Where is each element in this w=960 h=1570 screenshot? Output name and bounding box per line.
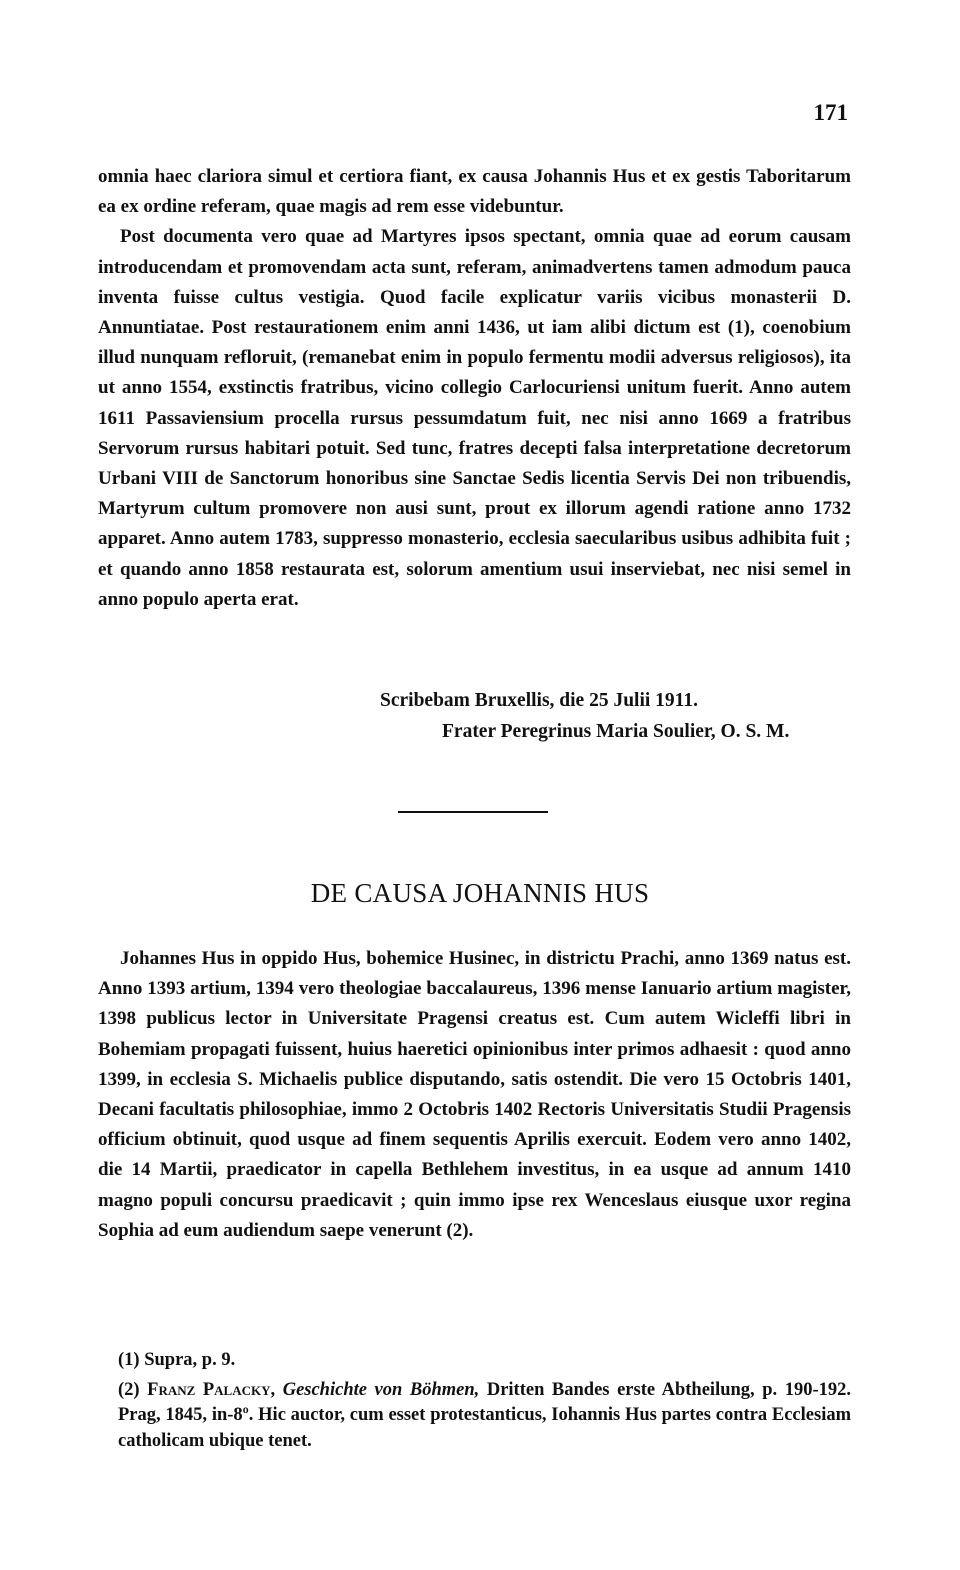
section2-text — [98, 944, 851, 1246]
signature-author: Frater Peregrinus Maria Soulier, O. S. M. — [442, 721, 790, 742]
footnote-2 — [118, 1378, 851, 1455]
paragraph-hus-biography: Johannes Hus in oppido Hus, bohemice Husinec, in districtu Prachi, anno 1369 natus est. Anno 1393 artium, 1394 vero theologiae baccalaureus, 1396 mense Ianuario artium magister, 1398 publicus lector in Universitate Pragensi creatus est. Cum autem Wicleffi libri in Bohemiam propagati fuissent, huius haeretici opinionibus inter primos adhaesit : quod anno 1399, in ecclesia S. Michaelis publice disputando, satis ostendit. Die vero 15 Octobris 1401, Decani facultatis philosophiae, immo 2 Octobris 1402 Rectoris Universitatis Studii Pragensis officium obtinuit, quod usque ad finem sequentis Aprilis exercuit. Eodem vero anno 1402, die 14 Martii, praedicator in capella Bethlehem investitus, in ea usque ad annum 1410 magno populi concursu praedicavit ; quin immo ipse rex Wenceslaus eiusque uxor regina Sophia ad eum audiendum saepe venerunt (2). — [98, 948, 851, 1241]
section-title: DE CAUSA JOHANNIS HUS — [310, 878, 650, 908]
footnote-2-text: Dritten Bandes erste Abtheilung, p. 190-192. Prag, 1845, in-8º. Hic auctor, cum esset protestanticus, Iohannis Hus partes contra Ecclesiam catholicam ubique tenet. — [118, 1379, 852, 1451]
paragraph-documenta: Post documenta vero quae ad Martyres ipsos spectant, omnia quae ad eorum causam introducendam et promovendam acta sunt, referam, animadvertens tamen admodum pauca inventa fuisse cultus vestigia. Quod facile explicatur variis vicibus monasterii D. Annuntiatae. Post restaurationem enim anni 1436, ut iam alibi dictum est (1), coenobium illud nunquam refloruit, (remanebat enim in populo fermentu modii adversus religiosos), ita ut anno 1554, exstinctis fratribus, vicino collegio Carlocuriensi unitum fuerit. Anno autem 1611 Passaviensium procella rursus pessumdatum fuit, nec nisi anno 1669 a fratribus Servorum rursus habitari potuit. Sed tunc, fratres decepti falsa interpretatione decretorum Urbani VIII de Sanctorum honoribus sine Sanctae Sedis licentia Servis Dei non tribuendis, Martyrum cultum promovere non ausi sunt, prout ex illorum agendi ratione anno 1732 apparet. Anno autem 1783, suppresso monasterio, ecclesia saecularibus usibus adhibita fuit ; et quando anno 1858 restaurata est, solorum amentium usui inserviebat, nec nisi semel in anno populo aperta erat. — [98, 226, 851, 610]
paragraph-continuation: omnia haec clariora simul et certiora fiant, ex causa Johannis Hus et ex gestis Taboritarum ea ex ordine referam, quae magis ad rem esse videbuntur. — [98, 166, 851, 218]
signature-place-date: Scribebam Bruxellis, die 25 Julii 1911. — [380, 690, 698, 711]
section1-text — [98, 162, 851, 615]
signature-block — [380, 685, 789, 747]
footnote-2-author: Franz Palacky, — [147, 1379, 276, 1400]
footnote-2-title: Geschichte von Böhmen, — [282, 1379, 480, 1400]
page-number: 171 — [813, 100, 848, 125]
footnote-2-marker: (2) — [118, 1379, 140, 1400]
footnote-1: (1) Supra, p. 9. — [118, 1350, 236, 1370]
section-divider — [398, 811, 548, 813]
footnotes — [118, 1348, 851, 1454]
